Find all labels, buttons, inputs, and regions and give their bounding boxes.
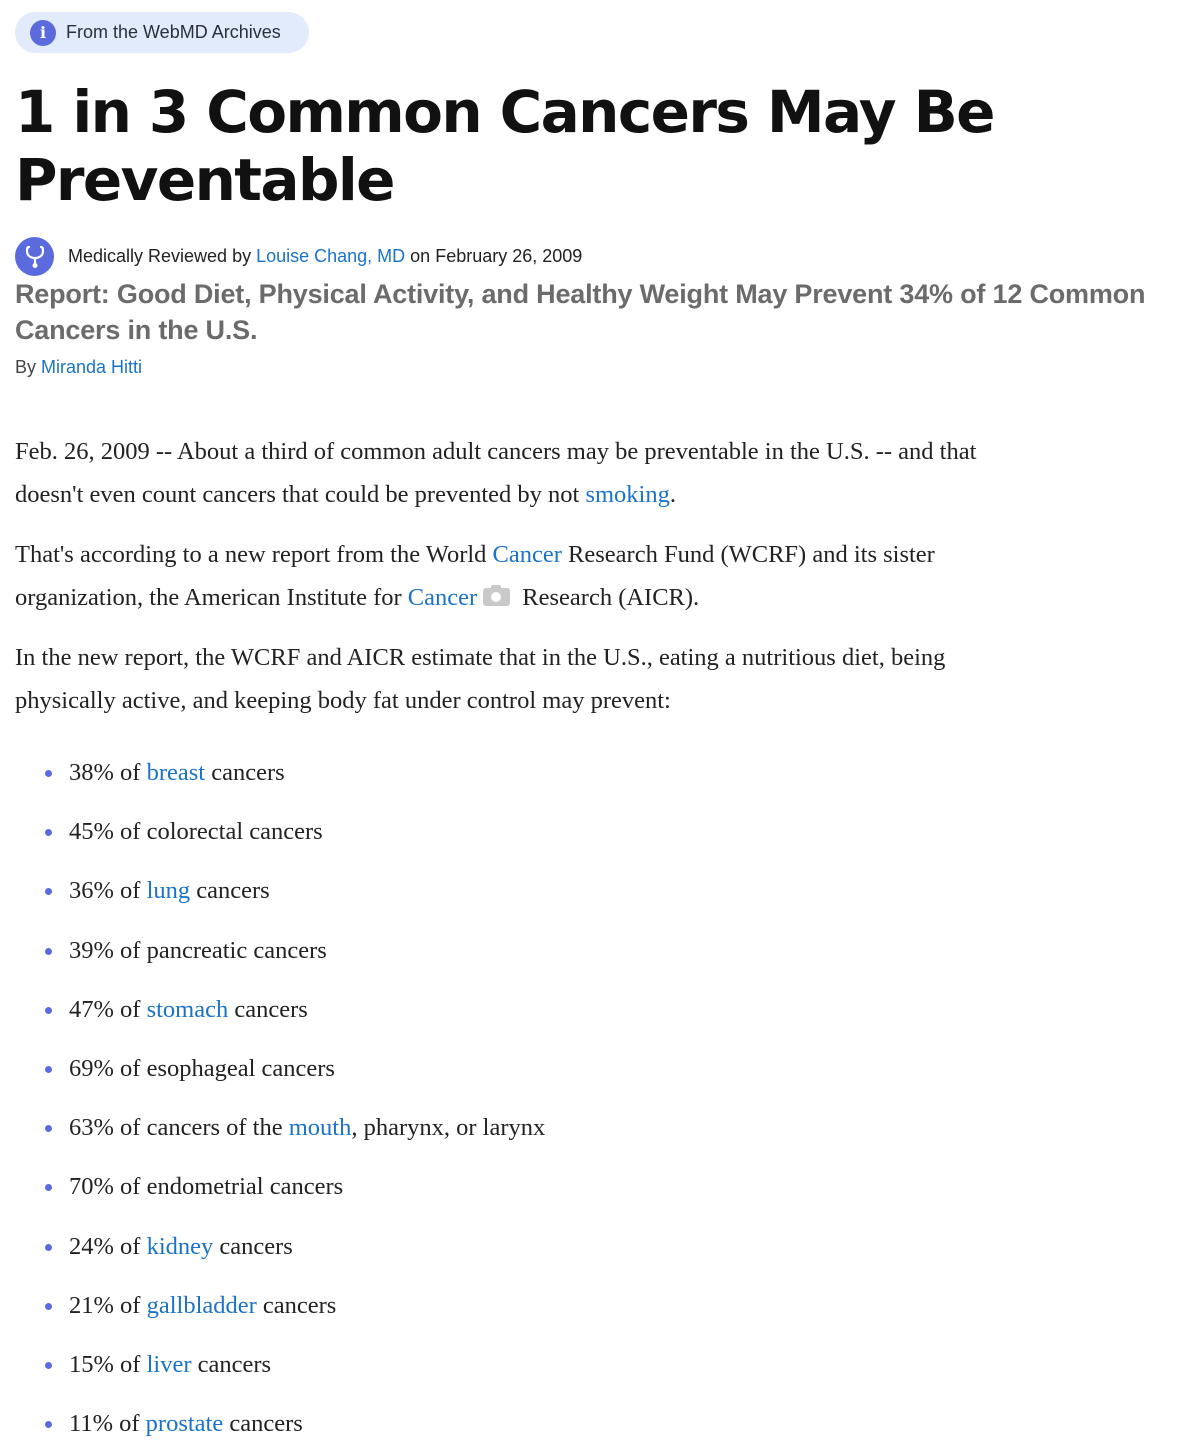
list-item-text: 21% of bbox=[69, 1291, 147, 1319]
stethoscope-icon bbox=[15, 237, 54, 276]
list-item-link[interactable]: breast bbox=[146, 759, 206, 786]
archive-badge-label: From the WebMD Archives bbox=[66, 22, 281, 42]
info-icon: i bbox=[30, 20, 56, 46]
review-date: on February 26, 2009 bbox=[405, 246, 583, 266]
review-prefix: Medically Reviewed by bbox=[68, 246, 257, 266]
bullet-icon bbox=[45, 1303, 52, 1310]
review-text bbox=[68, 246, 582, 267]
list-item-text-end: cancers bbox=[213, 1232, 293, 1260]
list-item bbox=[45, 1402, 545, 1450]
list-item bbox=[45, 1165, 545, 1224]
list-item-text-end: cancers bbox=[205, 759, 285, 786]
byline-prefix: By bbox=[15, 357, 42, 377]
list-item-text: 69% of esophageal cancers bbox=[69, 1054, 335, 1082]
list-item bbox=[45, 1284, 545, 1343]
list-item-text-end: cancers bbox=[256, 1291, 337, 1319]
list-item bbox=[45, 869, 545, 928]
reviewer-link[interactable]: Louise Chang, MD bbox=[256, 246, 406, 266]
list-item bbox=[45, 810, 545, 869]
cancer-link-1[interactable]: Cancer bbox=[492, 541, 562, 568]
archive-badge[interactable] bbox=[15, 12, 309, 53]
list-item-link[interactable]: kidney bbox=[146, 1232, 214, 1260]
page-title: 1 in 3 Common Cancers May Be Preventable bbox=[15, 78, 994, 214]
list-item-text-end: cancers bbox=[190, 877, 270, 905]
list-item-link[interactable]: liver bbox=[146, 1350, 192, 1378]
list-item bbox=[45, 988, 545, 1047]
list-item-text: 38% of bbox=[69, 759, 147, 786]
list-item bbox=[45, 929, 545, 988]
bullet-icon bbox=[45, 770, 52, 777]
bullet-icon bbox=[45, 1362, 52, 1369]
bullet-icon bbox=[45, 888, 52, 895]
prevention-stats-list bbox=[45, 751, 545, 1450]
smoking-link[interactable]: smoking bbox=[585, 481, 670, 508]
bullet-icon bbox=[45, 1007, 52, 1014]
list-item-link[interactable]: mouth bbox=[288, 1114, 352, 1142]
list-item-text-end: cancers bbox=[223, 1410, 303, 1438]
list-item-link[interactable]: stomach bbox=[146, 995, 229, 1023]
paragraph-1-text: Feb. 26, 2009 -- About a third of common adult cancers may be preventable in the U.S. -- and that doesn't even count cancers that could be prevented by not bbox=[15, 438, 977, 508]
paragraph-1-end: . bbox=[669, 481, 676, 508]
list-item bbox=[45, 1047, 545, 1106]
list-item-text: 36% of bbox=[69, 877, 147, 905]
list-item bbox=[45, 751, 545, 810]
paragraph-2 bbox=[15, 533, 1035, 619]
list-item-text: 24% of bbox=[69, 1232, 147, 1260]
byline bbox=[15, 357, 142, 378]
list-item bbox=[45, 1106, 545, 1165]
paragraph-2-text-c: Research (AICR). bbox=[516, 584, 700, 611]
paragraph-2-text-a: That's according to a new report from the World bbox=[15, 541, 493, 568]
list-item-link[interactable]: prostate bbox=[145, 1410, 224, 1438]
list-item-text-end: cancers bbox=[191, 1350, 272, 1378]
bullet-icon bbox=[45, 1184, 52, 1191]
list-item-text: 45% of colorectal cancers bbox=[69, 818, 323, 846]
list-item bbox=[45, 1343, 545, 1402]
article-subtitle: Report: Good Diet, Physical Activity, and Healthy Weight May Prevent 34% of 12 Common Cancers in the U.S. bbox=[15, 279, 1146, 345]
paragraph-2-text-b: Research Fund (WCRF) and its sister organization, the American Institute for bbox=[15, 541, 935, 611]
bullet-icon bbox=[45, 1125, 52, 1132]
camera-icon[interactable] bbox=[483, 588, 510, 606]
list-item bbox=[45, 1225, 545, 1284]
medical-review-line bbox=[15, 237, 582, 276]
paragraph-3: In the new report, the WCRF and AICR estimate that in the U.S., eating a nutritious diet, being physically active, and keeping body fat under control may prevent: bbox=[15, 644, 946, 714]
list-item-text: 11% of bbox=[69, 1410, 146, 1438]
cancer-link-2[interactable]: Cancer bbox=[407, 584, 478, 611]
bullet-icon bbox=[45, 1066, 52, 1073]
bullet-icon bbox=[45, 948, 52, 955]
list-item-text-end: cancers bbox=[228, 995, 308, 1023]
list-item-link[interactable]: gallbladder bbox=[146, 1291, 257, 1319]
list-item-text: 39% of pancreatic cancers bbox=[69, 936, 327, 964]
list-item-text: 70% of endometrial cancers bbox=[69, 1173, 344, 1201]
paragraph-1 bbox=[15, 430, 1035, 516]
bullet-icon bbox=[45, 829, 52, 836]
list-item-text: 47% of bbox=[69, 995, 147, 1023]
bullet-icon bbox=[45, 1421, 52, 1428]
list-item-text: 63% of cancers of the bbox=[69, 1114, 289, 1142]
list-item-text: 15% of bbox=[69, 1350, 147, 1378]
list-item-link[interactable]: lung bbox=[146, 877, 191, 905]
author-link[interactable]: Miranda Hitti bbox=[41, 357, 143, 377]
bullet-icon bbox=[45, 1244, 52, 1251]
list-item-text-end: , pharynx, or larynx bbox=[351, 1114, 546, 1142]
